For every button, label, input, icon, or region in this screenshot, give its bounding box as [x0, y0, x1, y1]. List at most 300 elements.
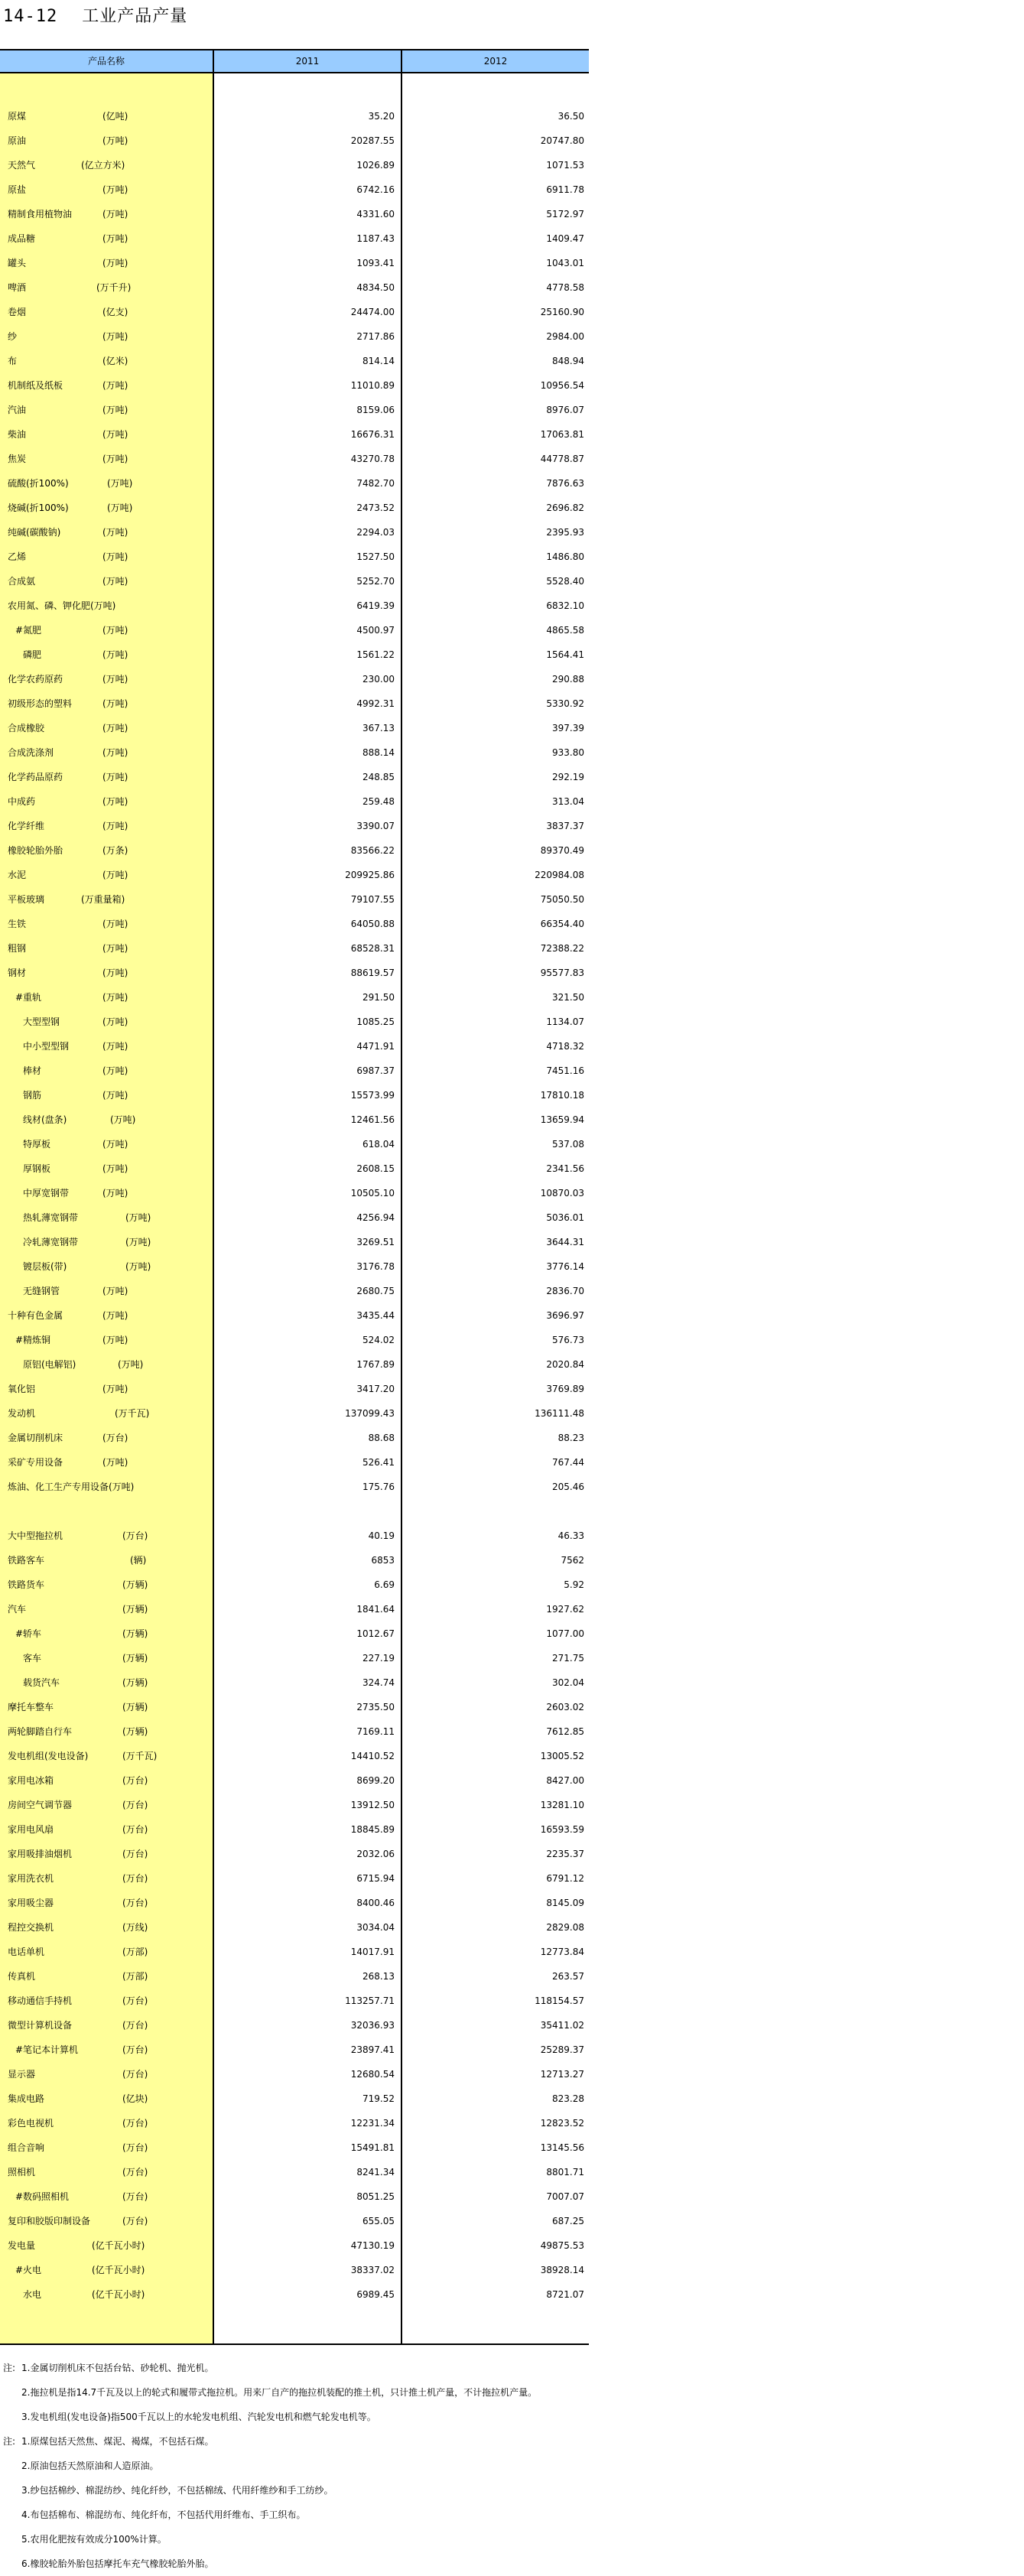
value-2011: 367.13 [362, 723, 395, 733]
table-code: 14-12 [3, 7, 58, 26]
value-2011: 83566.22 [350, 845, 395, 856]
footnote [0, 2503, 1024, 2527]
product-unit: (万部) [122, 1947, 148, 1957]
table-row [0, 1744, 589, 1768]
product-unit: (万吨) [102, 747, 128, 758]
product-name: 布 [8, 356, 18, 366]
product-name: 炼油、化工生产专用设备(万吨) [8, 1482, 135, 1492]
value-2011: 618.04 [362, 1139, 395, 1150]
footnote-text: 5.农用化肥按有效成分100%计算。 [21, 2534, 167, 2545]
value-2012: 2836.70 [546, 1286, 584, 1296]
value-2012: 1564.41 [546, 649, 584, 660]
product-name: 卷烟 [8, 307, 27, 317]
value-2012: 36.50 [558, 111, 584, 122]
header-year-2012: 2012 [483, 56, 508, 67]
table-row [0, 838, 589, 863]
value-2012: 933.80 [552, 747, 584, 758]
product-name: 中小型型钢 [23, 1041, 70, 1052]
product-name: 初级形态的塑料 [8, 698, 73, 709]
value-2012: 4718.32 [546, 1041, 584, 1052]
product-unit: (亿米) [102, 356, 128, 366]
value-2012: 75050.50 [540, 894, 584, 905]
value-2012: 88.23 [558, 1433, 584, 1443]
footnote-text: 6.橡胶轮胎外胎包括摩托车充气橡胶轮胎外胎。 [21, 2558, 214, 2569]
header-product-name: 产品名称 [0, 50, 214, 72]
footnote-text: 2.原油包括天然原油和人造原油。 [21, 2461, 159, 2471]
product-unit: (万吨) [102, 258, 128, 268]
product-unit: (万线) [122, 1922, 148, 1933]
product-name: 合成橡胶 [8, 723, 45, 733]
value-2011: 4471.91 [356, 1041, 395, 1052]
value-2012: 4865.58 [546, 625, 584, 636]
product-name: 原盐 [8, 184, 27, 195]
product-name: 照相机 [8, 2167, 36, 2178]
product-name: 合成洗涤剂 [8, 747, 54, 758]
product-unit: (万吨) [102, 1090, 128, 1101]
value-2011: 227.19 [362, 1653, 395, 1664]
value-2011: 888.14 [362, 747, 395, 758]
value-2011: 40.19 [368, 1530, 395, 1541]
value-2011: 15491.81 [350, 2142, 395, 2153]
product-unit: (万吨) [102, 649, 128, 660]
table-row [0, 1156, 589, 1181]
value-2012: 4778.58 [546, 282, 584, 293]
value-2012: 823.28 [552, 2093, 584, 2104]
value-2011: 137099.43 [345, 1408, 395, 1419]
product-unit: (万台) [122, 2020, 148, 2031]
table-body [0, 104, 589, 2307]
value-2011: 4992.31 [356, 698, 395, 709]
product-unit: (万吨) [102, 1188, 128, 1199]
product-name: 大中型拖拉机 [8, 1530, 63, 1541]
value-2011: 719.52 [362, 2093, 395, 2104]
product-unit: (万吨) [102, 723, 128, 733]
product-name: 生铁 [8, 919, 27, 929]
table-row [0, 1475, 589, 1524]
product-unit: (万吨) [102, 331, 128, 342]
product-unit: (万台) [122, 1898, 148, 1908]
product-unit: (亿千瓦小时) [92, 2289, 145, 2300]
table-row [0, 2282, 589, 2307]
table-row [0, 422, 589, 447]
value-2011: 1841.64 [356, 1604, 395, 1615]
product-unit: (万吨) [102, 1041, 128, 1052]
table-row [0, 1573, 589, 1597]
value-2011: 6987.37 [356, 1065, 395, 1076]
product-unit: (万辆) [122, 1677, 148, 1688]
value-2011: 8400.46 [356, 1898, 395, 1908]
product-name: 客车 [23, 1653, 42, 1664]
value-2011: 12231.34 [350, 2118, 395, 2129]
value-2012: 3644.31 [546, 1237, 584, 1247]
value-2011: 43270.78 [350, 454, 395, 464]
value-2012: 3769.89 [546, 1384, 584, 1394]
table-row [0, 2209, 589, 2233]
table-row [0, 863, 589, 887]
product-unit: (万吨) [102, 1457, 128, 1468]
product-name: #氮肥 [15, 625, 42, 636]
value-2012: 5330.92 [546, 698, 584, 709]
value-2012: 72388.22 [540, 943, 584, 954]
product-name: 汽车 [8, 1604, 27, 1615]
value-2011: 814.14 [362, 356, 395, 366]
product-unit: (辆) [130, 1555, 147, 1566]
table-row [0, 691, 589, 716]
product-unit: (万台) [122, 1775, 148, 1786]
table-row [0, 324, 589, 349]
value-2012: 848.94 [552, 356, 584, 366]
product-name: 彩色电视机 [8, 2118, 54, 2129]
footnote [0, 2552, 1024, 2576]
product-name: 房间空气调节器 [8, 1800, 73, 1810]
table-row [0, 985, 589, 1010]
value-2012: 2696.82 [546, 503, 584, 513]
table-row [0, 814, 589, 838]
product-name: 钢材 [8, 968, 27, 978]
value-2012: 13659.94 [540, 1114, 584, 1125]
product-name: 化学纤维 [8, 821, 45, 831]
value-2012: 44778.87 [540, 454, 584, 464]
table-row [0, 1989, 589, 2013]
value-2011: 32036.93 [350, 2020, 395, 2031]
value-2011: 175.76 [362, 1482, 395, 1492]
product-name: 热轧薄宽钢带 [23, 1212, 79, 1223]
value-2012: 7562 [561, 1555, 584, 1566]
value-2012: 2341.56 [546, 1163, 584, 1174]
product-name: 合成氨 [8, 576, 36, 587]
footnotes [0, 2356, 1024, 2576]
value-2012: 1043.01 [546, 258, 584, 268]
value-2011: 3435.44 [356, 1310, 395, 1321]
table-row [0, 128, 589, 153]
product-unit: (万台) [122, 2191, 148, 2202]
product-name: 水电 [23, 2289, 42, 2300]
table-row [0, 2038, 589, 2062]
product-name: 烧碱(折100%) [8, 503, 69, 513]
value-2011: 2294.03 [356, 527, 395, 538]
product-unit: (万千瓦) [115, 1408, 150, 1419]
table-row [0, 1401, 589, 1426]
product-name: 柴油 [8, 429, 27, 440]
product-unit: (万吨) [102, 968, 128, 978]
value-2012: 12713.27 [540, 2069, 584, 2080]
product-unit: (万吨) [102, 576, 128, 587]
product-name: 移动通信手持机 [8, 1995, 73, 2006]
value-2011: 1012.67 [356, 1628, 395, 1639]
value-2011: 8699.20 [356, 1775, 395, 1786]
product-unit: (万吨) [102, 698, 128, 709]
value-2011: 655.05 [362, 2216, 395, 2226]
product-unit: (亿吨) [102, 111, 128, 122]
value-2012: 5528.40 [546, 576, 584, 587]
value-2012: 271.75 [552, 1653, 584, 1664]
table-row [0, 1768, 589, 1793]
table-row [0, 251, 589, 275]
value-2012: 5172.97 [546, 209, 584, 220]
value-2011: 10505.10 [350, 1188, 395, 1199]
footnote [0, 2356, 1024, 2380]
table-row [0, 1842, 589, 1866]
value-2011: 2717.86 [356, 331, 395, 342]
value-2011: 4500.97 [356, 625, 395, 636]
product-name: 天然气 [8, 160, 36, 171]
product-name: 复印和胶版印制设备 [8, 2216, 91, 2226]
value-2011: 259.48 [362, 796, 395, 807]
value-2012: 2020.84 [546, 1359, 584, 1370]
value-2012: 7007.07 [546, 2191, 584, 2202]
product-name: 传真机 [8, 1971, 36, 1982]
value-2011: 7169.11 [356, 1726, 395, 1737]
product-name: 化学药品原药 [8, 772, 63, 782]
product-unit: (万台) [122, 1873, 148, 1884]
product-unit: (万台) [122, 2142, 148, 2153]
product-unit: (万台) [122, 1824, 148, 1835]
product-unit: (万吨) [102, 1163, 128, 1174]
table-row [0, 1940, 589, 1964]
product-name: 成品糖 [8, 233, 36, 244]
value-2012: 687.25 [552, 2216, 584, 2226]
table-row [0, 1646, 589, 1670]
value-2011: 2735.50 [356, 1702, 395, 1712]
product-unit: (亿千瓦小时) [92, 2240, 145, 2251]
table-row [0, 471, 589, 496]
value-2011: 6853 [371, 1555, 395, 1566]
value-2011: 2473.52 [356, 503, 395, 513]
table-row [0, 1793, 589, 1817]
product-unit: (亿千瓦小时) [92, 2265, 145, 2275]
product-unit: (万吨) [102, 405, 128, 415]
product-unit: (万辆) [122, 1579, 148, 1590]
product-name: 家用电冰箱 [8, 1775, 54, 1786]
product-unit: (万台) [122, 1849, 148, 1859]
table-row [0, 1059, 589, 1083]
product-name: 发电机组(发电设备) [8, 1751, 89, 1761]
table-row [0, 1107, 589, 1132]
value-2011: 8241.34 [356, 2167, 395, 2178]
product-name: #轿车 [15, 1628, 42, 1639]
value-2012: 290.88 [552, 674, 584, 685]
table-row [0, 1866, 589, 1891]
value-2011: 3034.04 [356, 1922, 395, 1933]
product-name: 原油 [8, 135, 27, 146]
value-2011: 6419.39 [356, 600, 395, 611]
product-unit: (万吨) [125, 1261, 151, 1272]
product-name: 电话单机 [8, 1947, 45, 1957]
table-row [0, 398, 589, 422]
value-2012: 1409.47 [546, 233, 584, 244]
value-2011: 291.50 [362, 992, 395, 1003]
product-name: 纱 [8, 331, 18, 342]
table-row [0, 1279, 589, 1303]
product-unit: (万吨) [102, 429, 128, 440]
value-2012: 1077.00 [546, 1628, 584, 1639]
product-name: 焦炭 [8, 454, 27, 464]
value-2011: 23897.41 [350, 2044, 395, 2055]
value-2011: 12680.54 [350, 2069, 395, 2080]
product-unit: (万吨) [102, 1310, 128, 1321]
value-2012: 263.57 [552, 1971, 584, 1982]
table-row [0, 2233, 589, 2258]
product-unit: (万辆) [122, 1702, 148, 1712]
value-2012: 8721.07 [546, 2289, 584, 2300]
product-unit: (万吨) [102, 233, 128, 244]
table-row [0, 1181, 589, 1205]
product-name: 家用电风扇 [8, 1824, 54, 1835]
product-unit: (万吨) [102, 919, 128, 929]
value-2012: 46.33 [558, 1530, 584, 1541]
product-unit: (万吨) [102, 184, 128, 195]
table-row [0, 2184, 589, 2209]
table-row [0, 153, 589, 177]
table-row [0, 520, 589, 545]
table-row [0, 104, 589, 128]
product-name: 组合音响 [8, 2142, 45, 2153]
table-row [0, 496, 589, 520]
product-unit: (万吨) [102, 551, 128, 562]
table-row [0, 1891, 589, 1915]
value-2012: 12773.84 [540, 1947, 584, 1957]
product-unit: (万台) [122, 1995, 148, 2006]
value-2012: 2984.00 [546, 331, 584, 342]
value-2012: 17063.81 [540, 429, 584, 440]
product-unit: (万吨) [125, 1212, 151, 1223]
product-unit: (亿支) [102, 307, 128, 317]
footnote [0, 2527, 1024, 2552]
table-row [0, 961, 589, 985]
value-2012: 3696.97 [546, 1310, 584, 1321]
table-row [0, 1964, 589, 1989]
table-row [0, 1915, 589, 1940]
product-name: 采矿专用设备 [8, 1457, 63, 1468]
product-name: 两轮脚踏自行车 [8, 1726, 73, 1737]
product-unit: (万千瓦) [122, 1751, 158, 1761]
value-2011: 11010.89 [350, 380, 395, 391]
product-unit: (万吨) [125, 1237, 151, 1247]
table-row [0, 177, 589, 202]
value-2011: 324.74 [362, 1677, 395, 1688]
product-name: 原铝(电解铝) [23, 1359, 76, 1370]
value-2011: 3417.20 [356, 1384, 395, 1394]
value-2011: 18845.89 [350, 1824, 395, 1835]
table-row [0, 765, 589, 789]
value-2011: 3269.51 [356, 1237, 395, 1247]
value-2011: 2608.15 [356, 1163, 395, 1174]
product-unit: (万吨) [102, 625, 128, 636]
value-2012: 767.44 [552, 1457, 584, 1468]
value-2011: 3176.78 [356, 1261, 395, 1272]
product-name: 线材(盘条) [23, 1114, 67, 1125]
product-unit: (万吨) [102, 135, 128, 146]
value-2011: 4834.50 [356, 282, 395, 293]
value-2011: 6989.45 [356, 2289, 395, 2300]
product-unit: (万吨) [102, 992, 128, 1003]
table-row [0, 275, 589, 300]
product-name: 发动机 [8, 1408, 36, 1419]
value-2012: 49875.53 [540, 2240, 584, 2251]
value-2011: 1187.43 [356, 233, 395, 244]
product-name: 原煤 [8, 111, 27, 122]
table-row [0, 1303, 589, 1328]
table-row [0, 1034, 589, 1059]
value-2011: 8159.06 [356, 405, 395, 415]
product-name: 集成电路 [8, 2093, 45, 2104]
value-2011: 6.69 [374, 1579, 395, 1590]
value-2012: 2603.02 [546, 1702, 584, 1712]
value-2011: 4256.94 [356, 1212, 395, 1223]
product-name: 纯碱(碳酸钠) [8, 527, 61, 538]
product-unit: (万吨) [102, 796, 128, 807]
product-name: 罐头 [8, 258, 27, 268]
product-name: 氧化铝 [8, 1384, 36, 1394]
table-row [0, 1083, 589, 1107]
value-2011: 1561.22 [356, 649, 395, 660]
product-unit: (万吨) [102, 772, 128, 782]
value-2011: 24474.00 [350, 307, 395, 317]
value-2012: 8427.00 [546, 1775, 584, 1786]
table-bottom-rule [0, 2343, 589, 2345]
product-unit: (万辆) [122, 1726, 148, 1737]
value-2012: 1927.62 [546, 1604, 584, 1615]
product-name: 家用吸尘器 [8, 1898, 54, 1908]
table-title: 工业产品产量 [82, 7, 188, 26]
product-name: 水泥 [8, 870, 27, 880]
table-row [0, 740, 589, 765]
value-2012: 35411.02 [540, 2020, 584, 2031]
product-unit: (万吨) [102, 1286, 128, 1296]
table-row [0, 936, 589, 961]
product-name: 冷轧薄宽钢带 [23, 1237, 79, 1247]
table-row [0, 1132, 589, 1156]
value-2011: 14410.52 [350, 1751, 395, 1761]
value-2011: 7482.70 [356, 478, 395, 489]
product-name: 特厚板 [23, 1139, 51, 1150]
value-2011: 13912.50 [350, 1800, 395, 1810]
product-name: 农用氮、磷、钾化肥(万吨) [8, 600, 116, 611]
value-2011: 64050.88 [350, 919, 395, 929]
footnote-label: 注: [3, 2436, 16, 2447]
product-name: 程控交换机 [8, 1922, 54, 1933]
table-header [0, 49, 589, 73]
table-row [0, 1621, 589, 1646]
value-2011: 1026.89 [356, 160, 395, 171]
table-row [0, 1254, 589, 1279]
value-2011: 20287.55 [350, 135, 395, 146]
product-name: 啤酒 [8, 282, 27, 293]
product-unit: (万台) [122, 1800, 148, 1810]
value-2011: 38337.02 [350, 2265, 395, 2275]
value-2012: 537.08 [552, 1139, 584, 1150]
footnote-text: 4.布包括棉布、棉混纺布、纯化纤布，不包括代用纤维布、手工织布。 [21, 2509, 306, 2520]
value-2011: 79107.55 [350, 894, 395, 905]
value-2012: 13005.52 [540, 1751, 584, 1761]
value-2012: 16593.59 [540, 1824, 584, 1835]
value-2011: 16676.31 [350, 429, 395, 440]
table-row [0, 447, 589, 471]
product-unit: (万辆) [122, 1604, 148, 1615]
value-2012: 66354.40 [540, 919, 584, 929]
footnote [0, 2478, 1024, 2503]
value-2012: 6832.10 [546, 600, 584, 611]
value-2011: 14017.91 [350, 1947, 395, 1957]
product-name: 汽油 [8, 405, 27, 415]
product-name: 机制纸及纸板 [8, 380, 63, 391]
value-2012: 6911.78 [546, 184, 584, 195]
value-2012: 205.46 [552, 1482, 584, 1492]
product-unit: (万台) [122, 2044, 148, 2055]
value-2012: 6791.12 [546, 1873, 584, 1884]
value-2012: 1071.53 [546, 160, 584, 171]
value-2012: 321.50 [552, 992, 584, 1003]
